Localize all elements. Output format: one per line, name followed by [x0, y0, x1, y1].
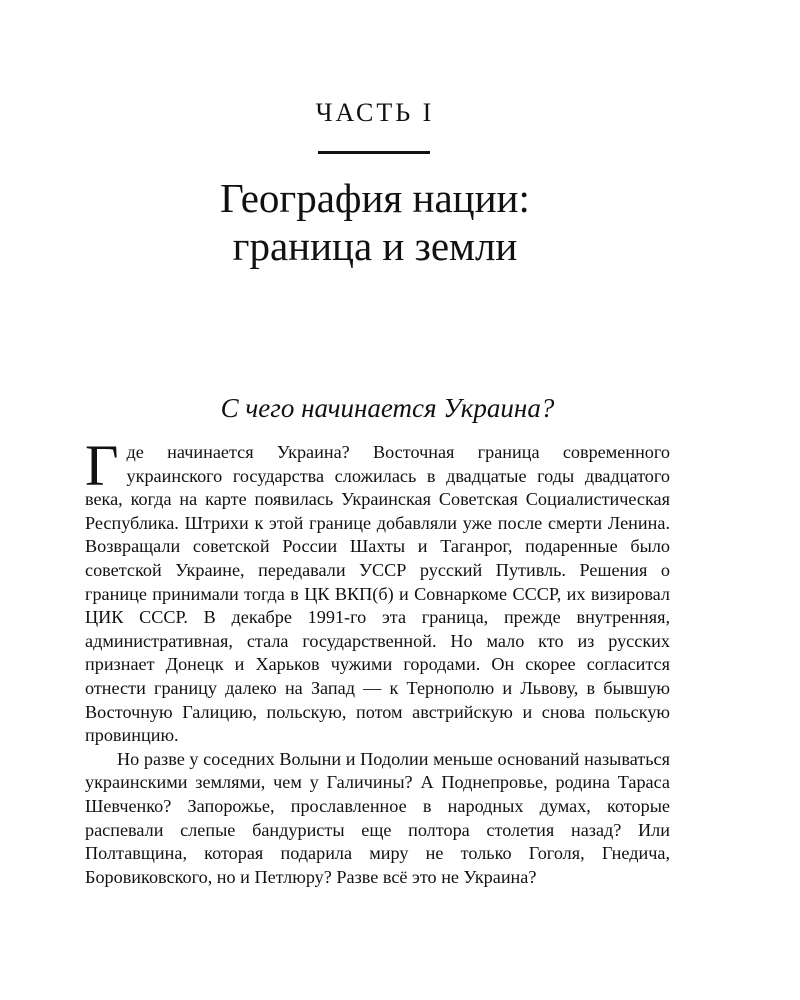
section-title: С чего начинается Украина? [220, 393, 555, 423]
body-text [85, 433, 670, 889]
drop-cap: Г [85, 433, 119, 498]
part-label: ЧАСТЬ I [315, 98, 435, 127]
paragraph-1 [85, 433, 670, 748]
paragraph-2: Но разве у соседних Волыни и Подолии меньше оснований называться украинскими землями, чем у Галичины? А Поднепровье, родина Тараса Шевченко? Запорожье, прославленное в народных думах, которые распевали слепые бандуристы еще полтора столетия назад? Или Полтавщина, которая подарила миру не только Гоголя, Гнедича, Боровиковского, но и Петлюру? Разве всё это не Украина? [85, 748, 670, 887]
chapter-title-line-2: граница и земли [232, 223, 518, 269]
part-divider [318, 151, 430, 154]
chapter-title [0, 174, 750, 270]
chapter-title-line-1: География нации: [220, 175, 530, 221]
paragraph-1-text: де начинается Украина? Восточная граница современного украинского государства сложилась в двадцатые годы двадцатого века, когда на карте появилась Украинская Советская Социалистическая Республика. Штрихи к этой границе добавляли уже после смерти Ленина. Возвращали советской России Шахты и Таганрог, подаренные было советской Украине, передавали УССР русский Путивль. Решения о границе принимали тогда в ЦК ВКП(б) и Совнаркоме СССР, их визировал ЦИК СССР. В декабре 1991-го эта граница, прежде внутренняя, административная, стала государственной. Но мало кто из русских признает Донецк и Харьков чужими городами. Он скорее согласится отнести границу далеко на Запад — к Тернополю и Львову, в бывшую Восточную Галицию, польскую, потом австрийскую и снова польскую провинцию. [85, 442, 670, 746]
